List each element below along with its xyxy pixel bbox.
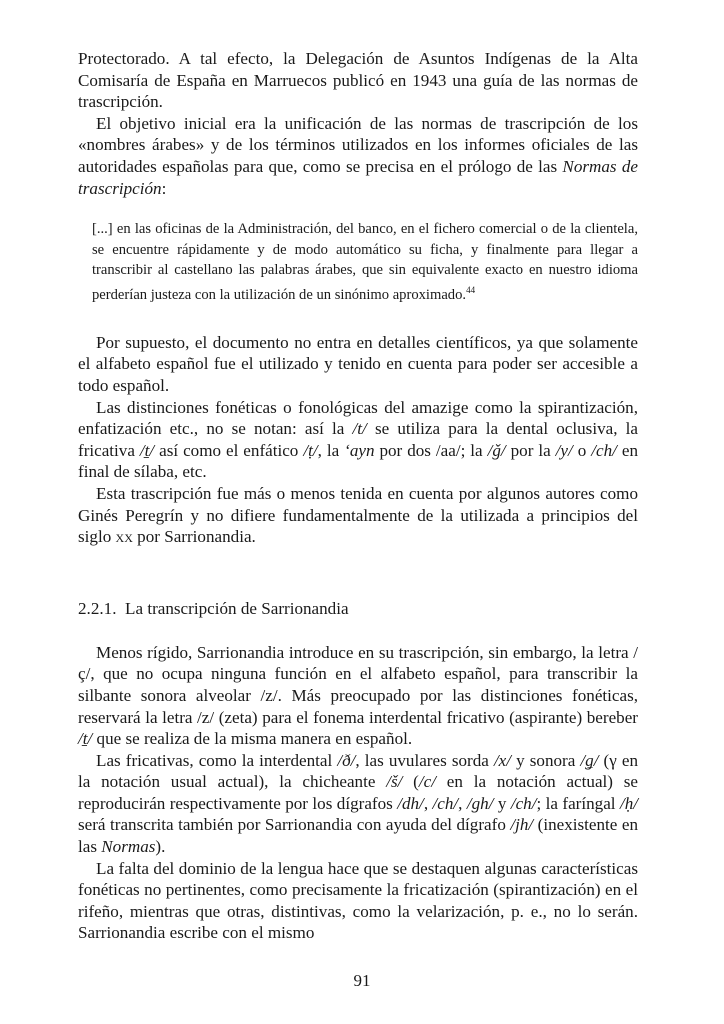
text-run: será transcrita también por Sarrionandia con ayuda del dígrafo — [78, 815, 511, 835]
text-run: /ch/ — [591, 440, 617, 460]
text-run: /c/ — [418, 772, 436, 792]
text-run: /ṯ/ — [139, 440, 155, 460]
text-run: , — [458, 793, 467, 813]
text-run: y — [493, 793, 511, 813]
text-run: /y/ — [555, 440, 573, 460]
text-run: y sonora — [511, 750, 581, 770]
section-number: 2.2.1. — [78, 598, 117, 618]
text-run: /gh/ — [466, 793, 494, 813]
text-run: en la notación actual) se reproducirán respectivamente por los dígrafos — [78, 772, 639, 813]
text-run: por Sarrionandia. — [132, 527, 256, 547]
text-run: /š/ — [386, 772, 403, 792]
text-run: así como el enfático — [154, 440, 304, 460]
paragraph — [78, 858, 638, 944]
text-run: /dh/ — [397, 793, 424, 813]
text-run: , — [423, 793, 433, 813]
text-run: /ǧ/ — [487, 440, 506, 460]
text-run: /t/ — [352, 419, 367, 439]
text-run: en final de sílaba, etc. — [78, 440, 638, 482]
middle-paragraphs — [78, 332, 638, 548]
paragraph — [78, 332, 638, 397]
block-quote — [92, 219, 638, 306]
text-run: o — [572, 440, 592, 460]
text-run: , la — [317, 440, 345, 460]
text-run: /ṭ/ — [303, 440, 318, 460]
footnote-marker: 44 — [466, 285, 476, 296]
text-run: /ṯ/ — [78, 729, 93, 749]
text-run: ; la faríngal — [536, 793, 620, 813]
section-title: La transcripción de Sarrionandia — [125, 598, 349, 618]
quote-text: [...] en las oficinas de la Administración, del banco, en el fichero comercial o de la clientela, se encuentre rápidamente y de modo automático su ficha, y finalmente para llegar a transcribir al castellano las palabras árabes, que sin equivalente exacto en nuestro idioma perderían justeza con la utilización de un sinónimo aproximado. — [92, 221, 638, 304]
text-run: Las distinciones fonéticas o fonológicas del amazige como la spirantización, enfatización etc., no se notan: así la — [78, 397, 638, 439]
text-run: ‘ayn — [344, 440, 375, 460]
text-run: Normas de trascripción — [78, 156, 638, 198]
text-run: : — [161, 178, 167, 198]
text-run: El objetivo inicial era la unificación de las normas de trascripción de los «nombres árabes» y de los términos utilizados en los informes oficiales de las autoridades españolas para que, como se precisa en el prólogo de las — [78, 113, 638, 176]
top-paragraphs — [78, 48, 638, 199]
text-run: se utiliza para la dental oclusiva, la fricativa — [78, 419, 638, 460]
text-run: por dos /aa/; la — [374, 440, 488, 460]
paragraph — [78, 397, 638, 483]
text-run: /ð/ — [337, 750, 356, 770]
page-body — [78, 48, 638, 944]
text-run: por la — [505, 440, 556, 460]
text-run: xx — [115, 527, 133, 547]
text-run: /ǥ/ — [580, 750, 599, 770]
text-run: Normas — [101, 837, 156, 857]
paragraph — [78, 48, 638, 113]
text-run: Por supuesto, el documento no entra en detalles científicos, ya que solamente el alfabeto español fue el utilizado y tenido en cuenta para poder ser accesible a todo español. — [78, 332, 638, 395]
text-run: La falta del dominio de la lengua hace que se destaquen algunas características fonéticas no pertinentes, como precisamente la fricatización (spirantización) en el rifeño, mientras que otras, distintivas, como la velarización, p. e., no lo serán. Sarrionandia escribe con el mismo — [78, 858, 638, 943]
text-run: que se realiza de la misma manera en español. — [92, 729, 413, 749]
text-run: (γ en la notación usual actual), la chicheante — [78, 750, 638, 792]
text-run: ). — [155, 837, 166, 857]
section-paragraphs — [78, 642, 638, 944]
text-run: /ḥ/ — [619, 793, 639, 813]
paragraph — [78, 113, 638, 199]
text-run: /jh/ — [510, 815, 534, 835]
text-run: Protectorado. A tal efecto, la Delegación de Asuntos Indígenas de la Alta Comisaría de España en Marruecos publicó en 1943 una guía de las normas de trascripción. — [78, 49, 638, 112]
section-heading — [78, 598, 638, 620]
paragraph — [78, 750, 638, 858]
text-run: , las uvulares sorda — [355, 750, 494, 770]
text-run: /x/ — [493, 750, 512, 770]
text-run: (inexistente en las — [78, 815, 638, 857]
text-run: Las fricativas, como la interdental — [96, 750, 338, 770]
paragraph — [78, 483, 638, 548]
text-run: /ch/ — [510, 793, 537, 813]
paragraph — [78, 642, 638, 750]
text-run: ( — [402, 772, 419, 792]
text-run: Menos rígido, Sarrionandia introduce en su trascripción, sin embargo, la letra /ç/, que no ocupa ninguna función en el alfabeto español, para transcribir la silbante sonora alveolar /z/. Más preocupado por las distinciones fonéticas, reservará la letra /z/ (zeta) para el fonema interdental fricativo (aspirante) bereber — [78, 642, 638, 727]
text-run: Esta trascripción fue más o menos tenida en cuenta por algunos autores como Ginés Peregrín y no difiere fundamentalmente de la utilizada a principios del siglo — [78, 483, 638, 547]
page-number: 91 — [353, 971, 371, 990]
text-run: /ch/ — [432, 793, 459, 813]
